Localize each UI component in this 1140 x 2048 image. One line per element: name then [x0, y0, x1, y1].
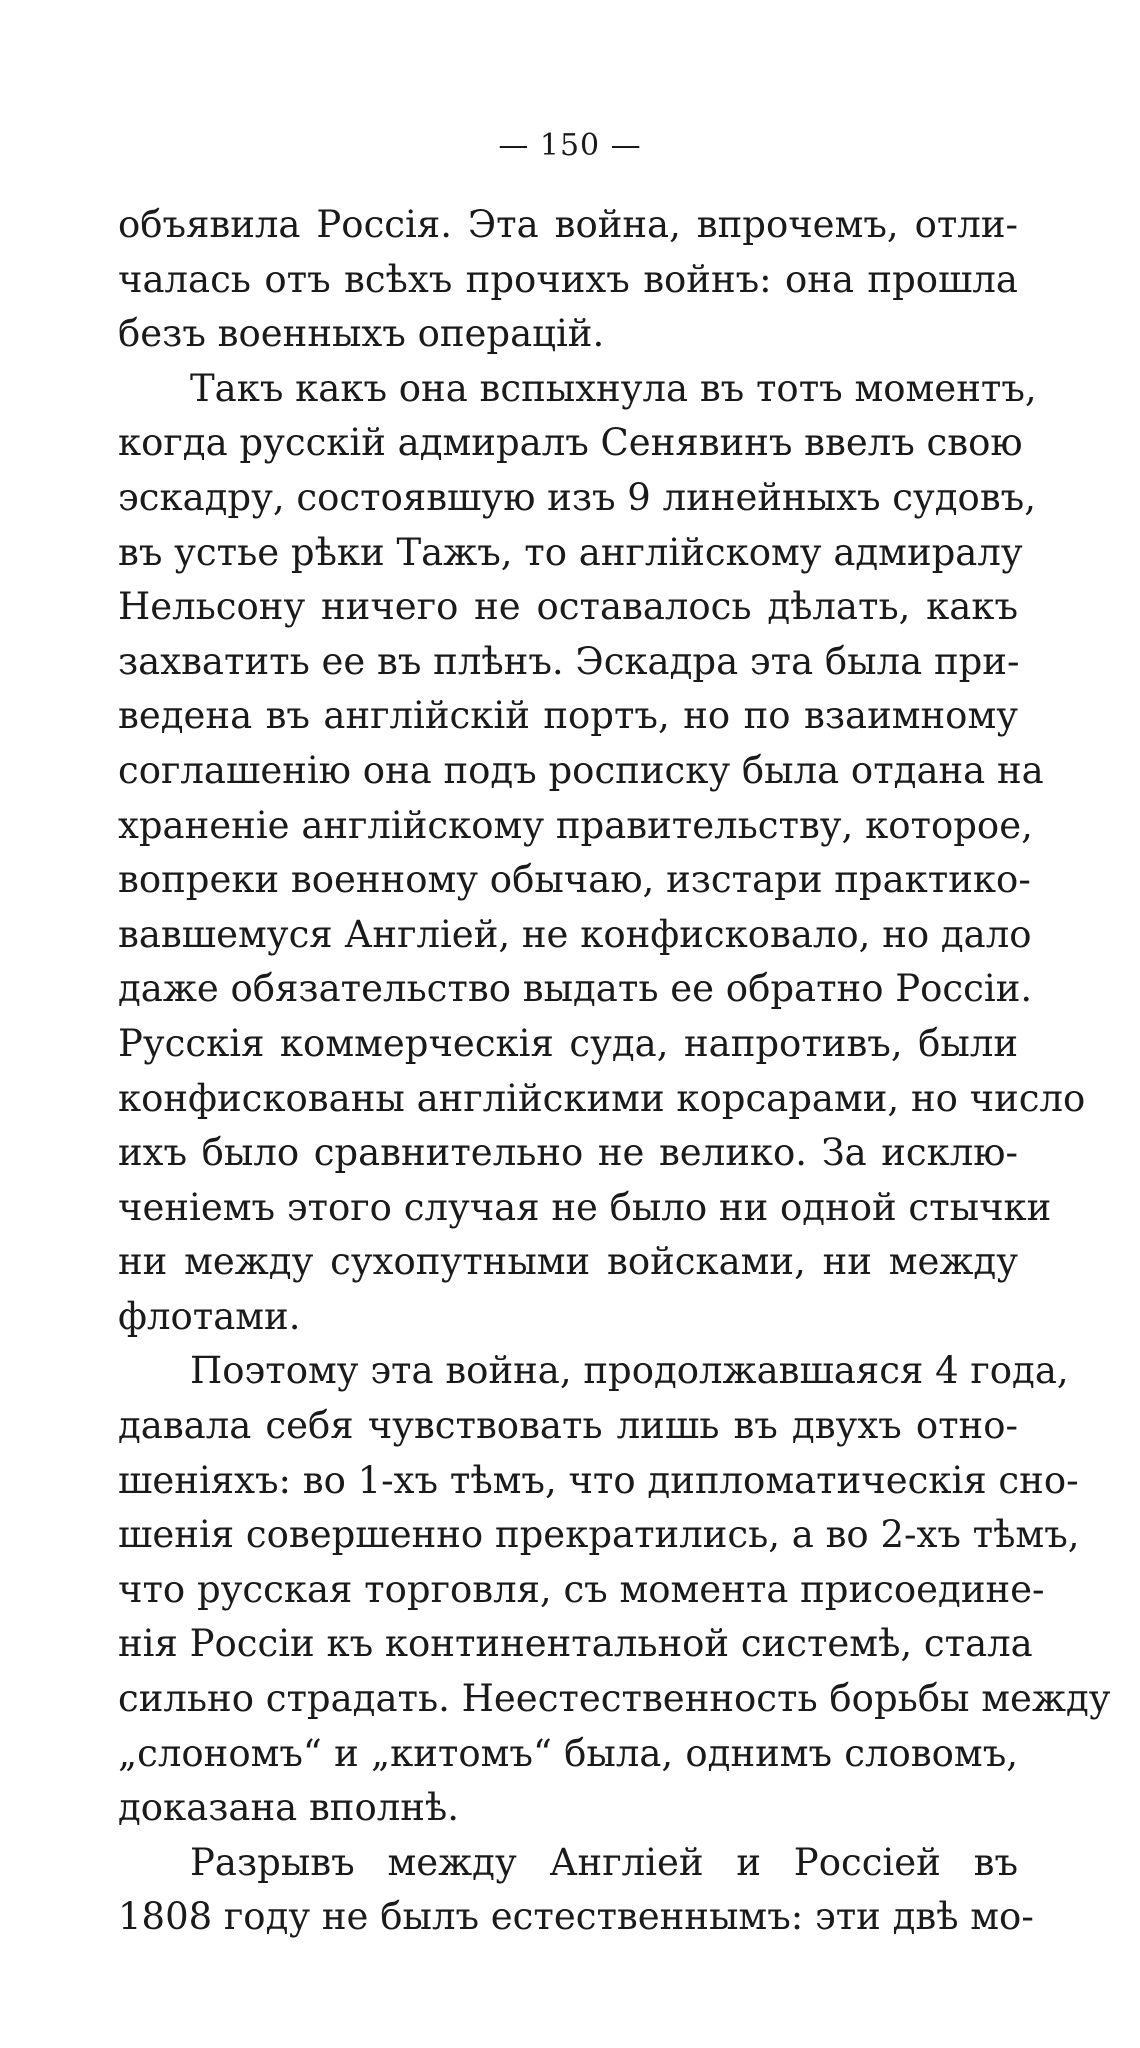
text-line: захватить ее въ плѣнъ. Эскадра эта была при- — [118, 639, 1020, 683]
text-line: Нельсону ничего не оставалось дѣлать, какъ — [118, 585, 1018, 629]
text-line: ченіемъ этого случая не было ни одной стычки — [118, 1185, 1052, 1229]
text-line: эскадру, состоявшую изъ 9 линейныхъ судовъ, — [118, 475, 1036, 519]
text-line: безъ военныхъ операцій. — [118, 312, 605, 356]
text-line: въ устье рѣки Тажъ, то англійскому адмиралу — [118, 530, 1023, 574]
text-line: сильно страдать. Неестественность борьбы между — [118, 1677, 1111, 1721]
text-line: вопреки военному обычаю, изстари практико- — [118, 858, 1031, 902]
text-line: шенія совершенно прекратились, а во 2-хъ тѣмъ, — [118, 1513, 1080, 1557]
text-line: чалась отъ всѣхъ прочихъ войнъ: она прошла — [118, 257, 1018, 301]
text-line: вавшемуся Англіей, не конфисковало, но дало — [118, 912, 1032, 956]
text-line: Русскія коммерческія суда, напротивъ, были — [118, 1021, 1018, 1065]
text-line: ихъ было сравнительно не велико. За исклю- — [118, 1131, 1018, 1175]
text-line: давала себя чувствовать лишь въ двухъ отно- — [118, 1404, 1018, 1448]
page-number: — 150 — — [498, 128, 642, 163]
text-line: „слономъ“ и „китомъ“ была, однимъ словомъ, — [118, 1731, 1018, 1775]
text-line: даже обязательство выдать ее обратно Россіи. — [118, 967, 1033, 1011]
text-line: храненіе англійскому правительству, которое, — [118, 803, 1033, 847]
text-line: 1808 году не былъ естественнымъ: эти двѣ мо- — [118, 1895, 1034, 1939]
text-line: нія Россіи къ континентальной системѣ, стала — [118, 1622, 1033, 1666]
text-line: ни между сухопутными войсками, ни между — [118, 1240, 1018, 1284]
text-line: шеніяхъ: во 1-хъ тѣмъ, что дипломатическія сно- — [118, 1458, 1079, 1502]
text-line: когда русскій адмиралъ Сенявинъ ввелъ свою — [118, 421, 1023, 465]
text-line: Такъ какъ она вспыхнула въ тотъ моментъ, — [190, 366, 1037, 410]
text-line: объявила Россія. Эта война, впрочемъ, отли- — [118, 203, 1018, 246]
text-line: соглашенію она подъ росписку была отдана на — [118, 748, 1044, 792]
text-line: доказана вполнѣ. — [118, 1786, 459, 1830]
text-line: Разрывъ между Англіей и Россіей въ — [190, 1840, 1018, 1884]
text-line: Поэтому эта война, продолжавшаяся 4 года, — [190, 1349, 1069, 1393]
text-line: ведена въ англійскій портъ, но по взаимному — [118, 694, 1018, 738]
text-line: флотами. — [118, 1294, 301, 1338]
text-line: что русская торговля, съ момента присоедине- — [118, 1567, 1045, 1611]
text-line: конфискованы англійскими корсарами, но число — [118, 1076, 1086, 1120]
body-text — [118, 198, 1111, 1945]
